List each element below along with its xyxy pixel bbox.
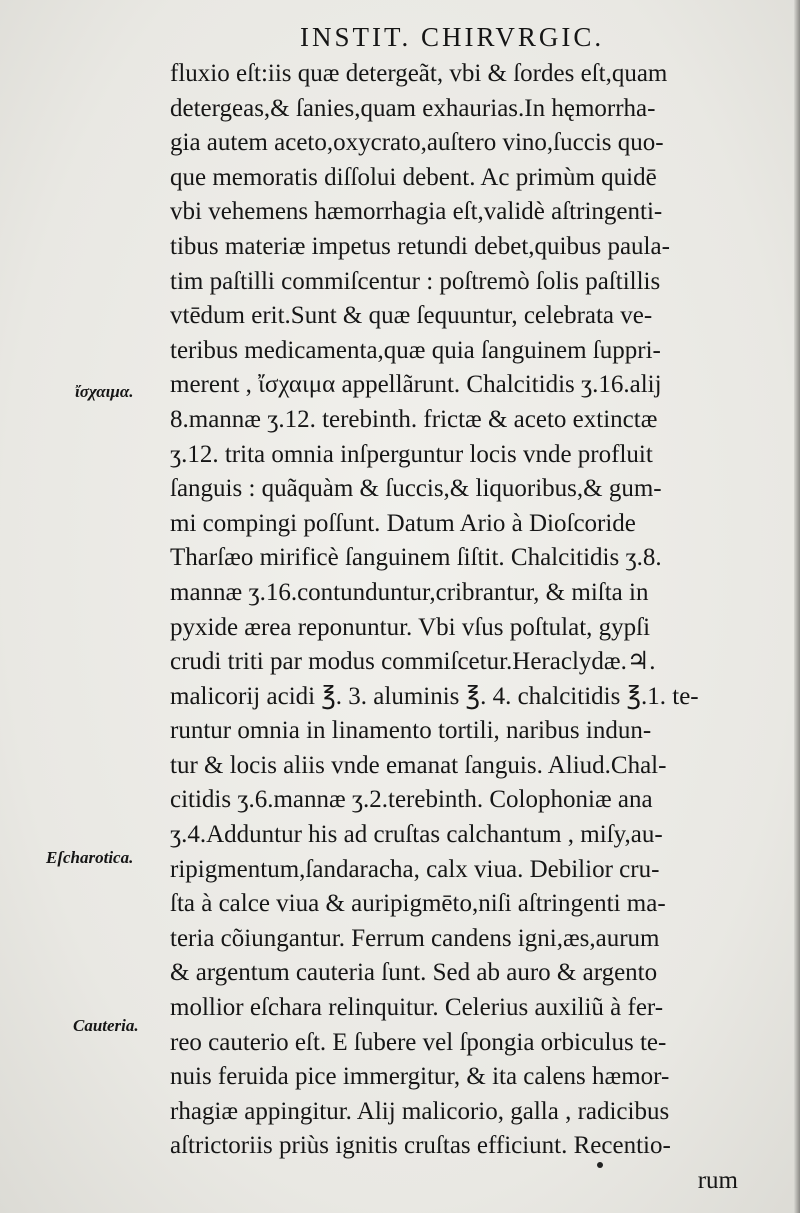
text-line: tur & locis aliis vnde emanat ſanguis. Aliud.Chal- — [170, 751, 667, 779]
body-text — [170, 57, 770, 1199]
text-line: tim paſtilli commiſcentur : poſtremò ſolis paſtillis — [170, 267, 661, 295]
text-line: gia autem aceto,oxycrato,auſtero vino,ſuccis quo- — [170, 129, 664, 157]
text-line: detergeas,& ſanies,quam exhaurias.In hęmorrha- — [170, 94, 656, 122]
text-line: teria cõiungantur. Ferrum candens igni,æs,aurum — [170, 924, 660, 952]
text-line: nuis feruida pice immergitur, & ita calens hæmor- — [170, 1063, 670, 1091]
catchword: rum — [697, 1167, 738, 1194]
text-line: mi compingi poſſunt. Datum Ario à Dioſcoride — [170, 509, 636, 537]
text-line: mollior eſchara relinquitur. Celerius auxiliũ à fer- — [170, 994, 664, 1022]
text-line: merent , ἴσχαιμα appellãrunt. Chalcitidis ʒ.16.alij — [170, 371, 662, 399]
ink-dot — [597, 1162, 603, 1168]
text-line: teribus medicamenta,quæ quia ſanguinem ſuppri- — [170, 336, 661, 364]
page-gutter-shadow — [794, 0, 800, 1213]
text-line: runtur omnia in linamento tortili, naribus indun- — [170, 717, 652, 745]
text-line: citidis ʒ.6.mannæ ʒ.2.terebinth. Colophoniæ ana — [170, 786, 653, 814]
text-line: vbi vehemens hæmorrhagia eſt,validè aſtringenti- — [170, 198, 663, 226]
text-line: fluxio eſt:iis quæ detergeãt, vbi & ſordes eſt,quam — [170, 60, 668, 87]
text-line: ripigmentum,ſandaracha, calx viua. Debilior cru- — [170, 855, 660, 883]
text-line: Tharſæo mirificè ſanguinem ſiſtit. Chalcitidis ʒ.8. — [170, 544, 662, 572]
text-line: & argentum cauteria ſunt. Sed ab auro & argento — [170, 959, 658, 987]
text-line: malicorij acidi ℥. 3. aluminis ℥. 4. chalcitidis ℥.1. te- — [170, 682, 699, 710]
text-line: ſta à calce viua & auripigmēto,niſi aſtringenti ma- — [170, 890, 666, 918]
text-line: aſtrictoriis priùs ignitis cruſtas efficiunt. Recentio- — [170, 1132, 671, 1160]
running-head: INSTIT. CHIRVRGIC. — [300, 22, 605, 52]
text-line: ſanguis : quãquàm & ſuccis,& liquoribus,& gum- — [170, 475, 662, 503]
text-line: ʒ.12. trita omnia inſperguntur locis vnde profluit — [170, 440, 653, 468]
marginal-note-escharotica: Eſcharotica. — [46, 848, 134, 867]
marginal-note-ischaima: ἴσχαιμα. — [75, 382, 134, 401]
text-line: rhagiæ appingitur. Alij malicorio, galla , radicibus — [170, 1097, 670, 1125]
text-line: pyxide ærea reponuntur. Vbi vſus poſtulat, gypſi — [170, 613, 651, 641]
text-line: ʒ.4.Adduntur his ad cruſtas calchantum , miſy,au- — [170, 821, 663, 849]
text-line: crudi triti par modus commiſcetur.Heraclydæ.♃. — [170, 648, 656, 676]
text-line: que memoratis diſſolui debent. Ac primùm quidē — [170, 163, 657, 191]
text-line: reo cauterio eſt. E ſubere vel ſpongia orbiculus te- — [170, 1028, 667, 1056]
marginal-note-cauteria: Cauteria. — [73, 1016, 139, 1035]
text-line: vtēdum erit.Sunt & quæ ſequuntur, celebrata ve- — [170, 302, 653, 330]
text-line: 8.mannæ ʒ.12. terebinth. frictæ & aceto extinctæ — [170, 405, 658, 433]
text-line: mannæ ʒ.16.contunduntur,cribrantur, & miſta in — [170, 578, 649, 606]
text-line: tibus materiæ impetus retundi debet,quibus paula- — [170, 232, 670, 260]
